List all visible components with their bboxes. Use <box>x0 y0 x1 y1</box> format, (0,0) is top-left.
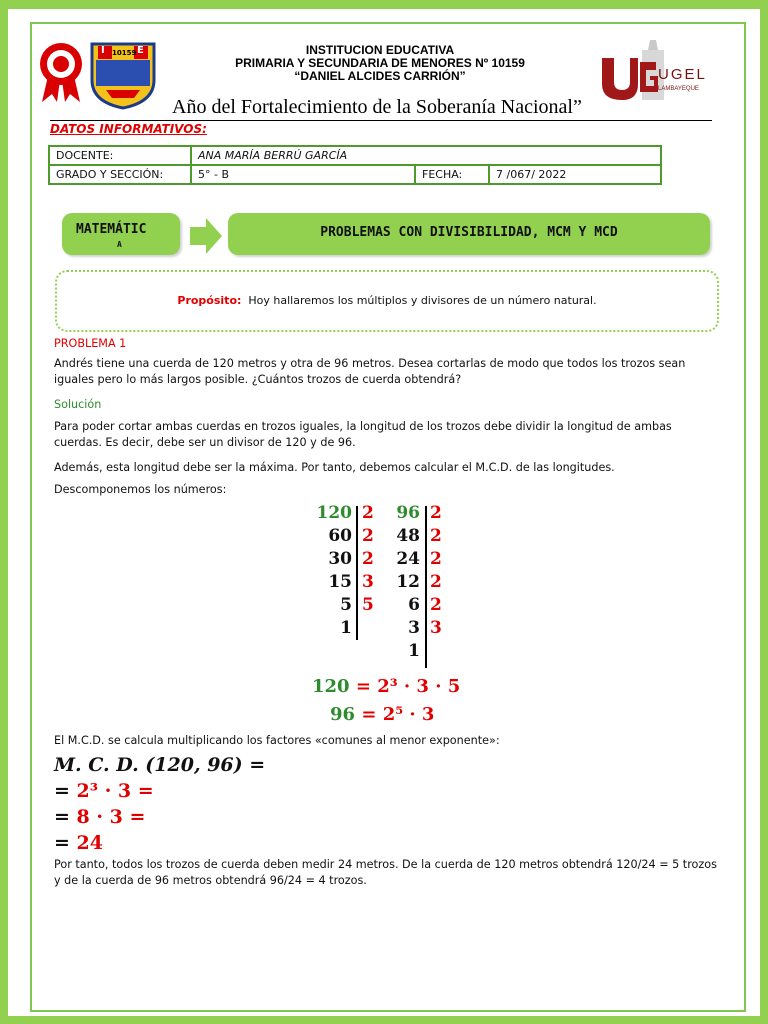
area-label-overflow: A <box>117 240 122 249</box>
right-divisor: 2 <box>430 549 442 569</box>
solucion-para-1: Para poder cortar ambas cuerdas en trozos iguales, la longitud de los trozos debe dividir la longitud de ambas cuerdas. Es decir, debe ser un divisor de 120 y de 96. <box>54 420 672 449</box>
left-divider-bar <box>356 506 358 640</box>
right-number: 24 <box>396 549 420 569</box>
right-divisor: 2 <box>430 526 442 546</box>
conclusion: Por tanto, todos los trozos de cuerda deben medir 24 metros. De la cuerda de 120 metros obtendrá 120/24 = 5 trozos y de la cuerda de 96 metros obtendrá 96/24 = 4 trozos. <box>54 858 717 887</box>
mcd-line-4-value: 24 <box>76 832 103 854</box>
ugel-logo <box>598 36 710 108</box>
grado-label: GRADO Y SECCIÓN: <box>49 165 191 184</box>
problema-statement: Andrés tiene una cuerda de 120 metros y otra de 96 metros. Desea cortarlas de modo que todos los trozos sean iguales pero lo más largos posible. ¿Cuántos trozos de cuerda obtendrá? <box>54 357 686 386</box>
eq1-rhs: = 2³ · 3 · 5 <box>355 676 461 697</box>
proposito-label: Propósito: <box>177 294 242 307</box>
right-number: 1 <box>408 641 420 661</box>
equation-96 <box>330 704 434 725</box>
mcd-line-2-value: 2³ · 3 = <box>76 780 154 802</box>
docente-label: DOCENTE: <box>49 146 191 165</box>
fecha-label: FECHA: <box>415 165 489 184</box>
mcd-line-3-value: 8 · 3 = <box>76 806 146 828</box>
equation-120 <box>312 676 460 697</box>
right-number: 48 <box>396 526 420 546</box>
solucion-label: Solución <box>54 398 102 411</box>
year-motto: Año del Fortalecimiento de la Soberanía Nacional” <box>172 96 582 118</box>
solucion-para-2: Además, esta longitud debe ser la máxima. Por tanto, debemos calcular el M.C.D. de las longitudes. <box>54 461 615 474</box>
rosette-icon <box>38 40 84 104</box>
eq1-lhs: 120 <box>312 676 350 697</box>
right-divisor: 2 <box>430 595 442 615</box>
crest-letter-i: I <box>101 45 105 56</box>
left-number: 5 <box>340 595 352 615</box>
docente-value: ANA MARÍA BERRÚ GARCÍA <box>191 146 661 165</box>
left-number: 60 <box>328 526 352 546</box>
school-crest <box>88 40 158 110</box>
institution-header <box>200 44 560 83</box>
eq2-lhs: 96 <box>330 704 356 725</box>
topic-title: PROBLEMAS CON DIVISIBILIDAD, MCM Y MCD <box>320 225 618 240</box>
crest-number: 10159 <box>112 49 137 57</box>
grado-value: 5° - B <box>191 165 415 184</box>
left-number: 120 <box>316 503 352 523</box>
topic-box <box>228 213 710 255</box>
info-table <box>48 145 662 185</box>
right-divisor: 2 <box>430 503 442 523</box>
eq2-rhs: = 2⁵ · 3 <box>361 704 435 725</box>
left-divisor: 2 <box>362 549 374 569</box>
arrow-right-icon <box>188 216 224 256</box>
left-divisor: 5 <box>362 595 374 615</box>
area-box <box>62 213 180 255</box>
right-number: 96 <box>396 503 420 523</box>
mcd-line-3 <box>54 806 145 828</box>
mcd-line-1: M. C. D. (120, 96) = <box>54 754 266 776</box>
problema-title: PROBLEMA 1 <box>54 337 127 350</box>
ugel-text: UGEL <box>658 66 707 83</box>
ugel-subtext: LAMBAYEQUE <box>658 86 699 92</box>
right-number: 6 <box>408 595 420 615</box>
mcd-line-2 <box>54 780 154 802</box>
left-number: 30 <box>328 549 352 569</box>
right-divisor: 2 <box>430 572 442 592</box>
proposito-line <box>57 294 717 307</box>
proposito-text: Hoy hallaremos los múltiplos y divisores de un número natural. <box>248 294 597 307</box>
right-divider-bar <box>425 506 427 668</box>
mcd-line-2-eq: = <box>54 780 70 802</box>
left-divisor: 2 <box>362 503 374 523</box>
left-divisor: 2 <box>362 526 374 546</box>
mcd-rule: El M.C.D. se calcula multiplicando los factores «comunes al menor exponente»: <box>54 734 500 747</box>
right-number: 3 <box>408 618 420 638</box>
solucion-para-3: Descomponemos los números: <box>54 483 227 496</box>
header-line-3: “DANIEL ALCIDES CARRIÓN” <box>294 69 466 83</box>
fecha-value: 7 /067/ 2022 <box>489 165 661 184</box>
mcd-line-3-eq: = <box>54 806 70 828</box>
header-line-2: PRIMARIA Y SECUNDARIA DE MENORES Nº 10159 <box>235 56 525 70</box>
right-divisor: 3 <box>430 618 442 638</box>
decomposition-tables <box>300 502 460 670</box>
crest-letter-e: E <box>137 45 144 56</box>
left-number: 1 <box>340 618 352 638</box>
left-divisor: 3 <box>362 572 374 592</box>
header-divider <box>50 120 712 121</box>
area-label: MATEMÁTIC <box>76 222 147 237</box>
mcd-line-4 <box>54 832 103 854</box>
header-line-1: INSTITUCION EDUCATIVA <box>305 43 455 57</box>
left-number: 15 <box>328 572 352 592</box>
right-number: 12 <box>396 572 420 592</box>
datos-title: DATOS INFORMATIVOS: <box>50 122 207 136</box>
proposito-box <box>55 270 719 332</box>
mcd-line-4-eq: = <box>54 832 70 854</box>
